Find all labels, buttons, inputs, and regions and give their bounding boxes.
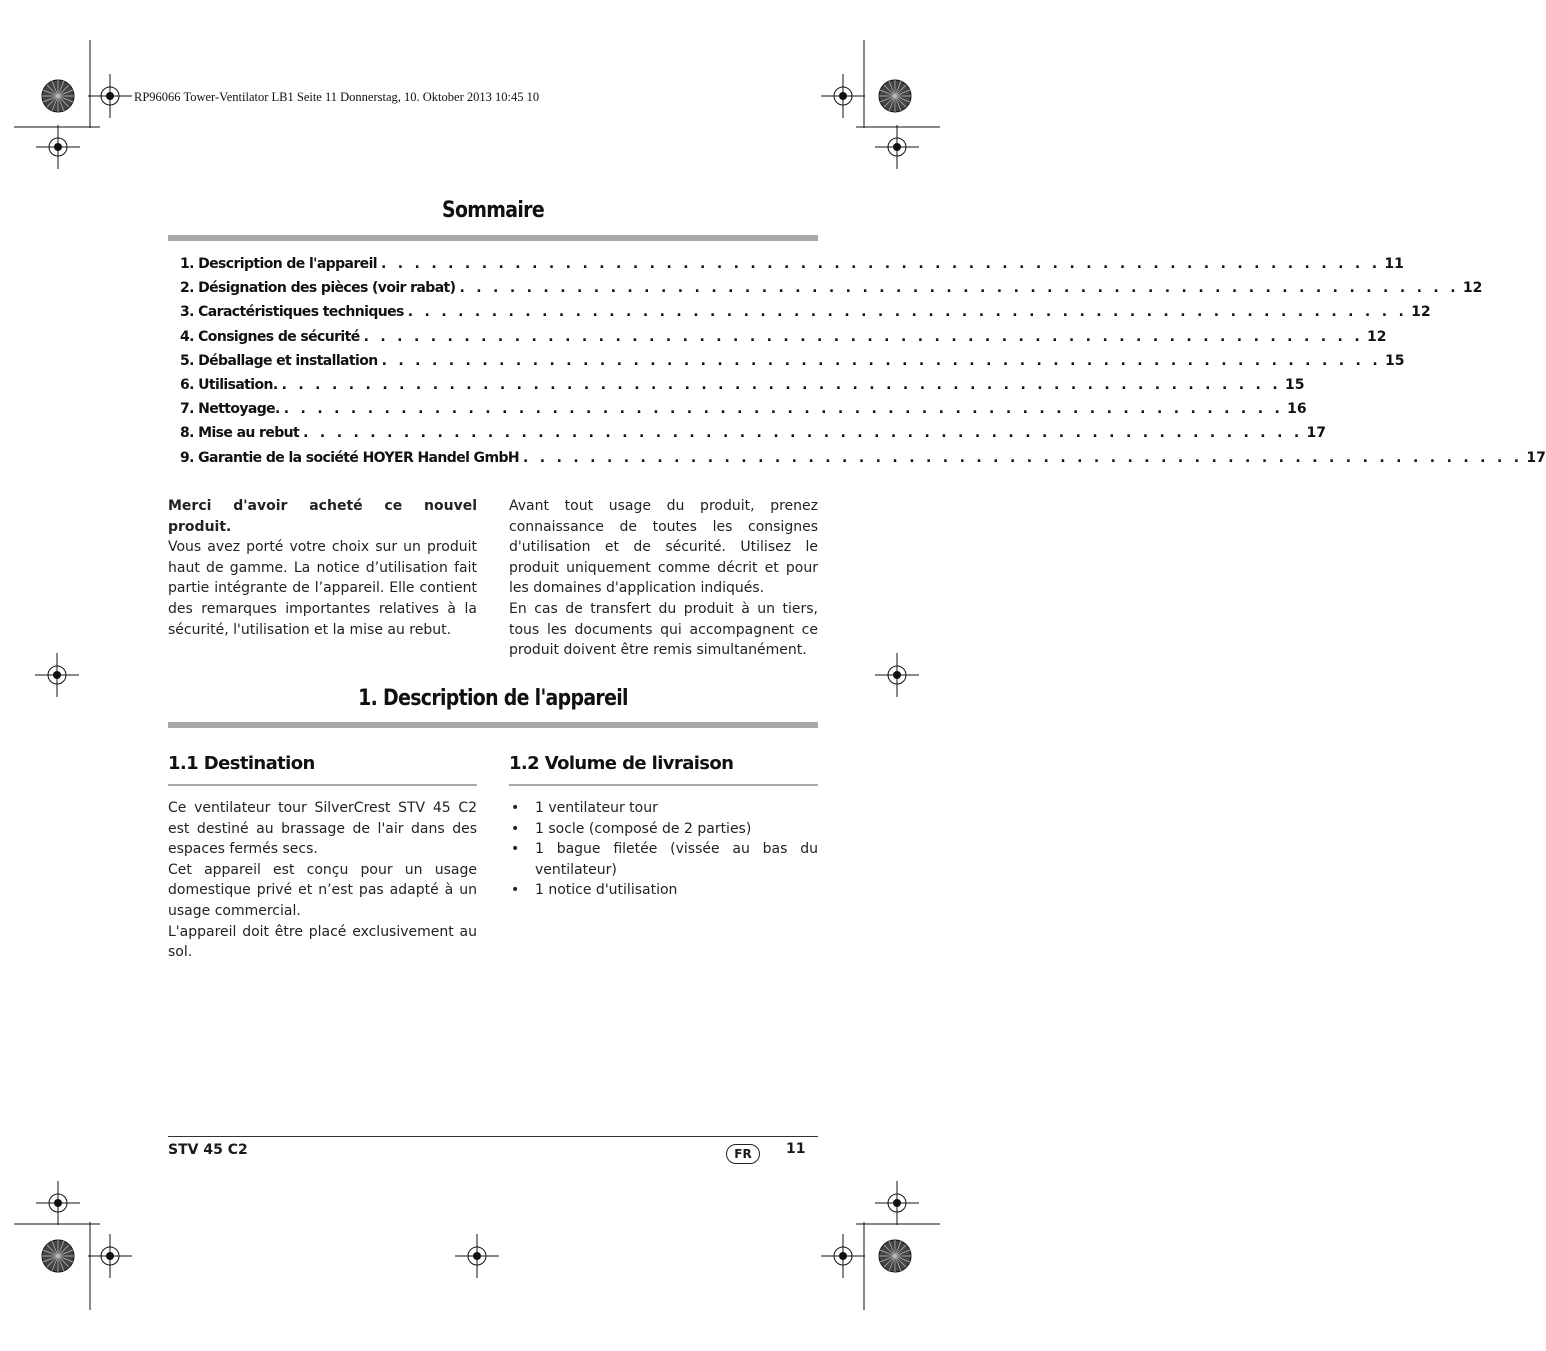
intro-paragraph: En cas de transfert du produit à un tiers, tous les documents qui accompagnent ce produit doivent être remis simultanément. [509, 600, 818, 659]
intro-paragraph: Vous avez porté votre choix sur un produit haut de gamme. La notice d’utilisation fait partie intégrante de l’appareil. Elle contient des remarques importantes relatives à la sécurité, l'utilisation et la mise au rebut. [168, 539, 477, 638]
print-slug-header: RP96066 Tower-Ventilator LB1 Seite 11 Donnerstag, 10. Oktober 2013 10:45 10 [134, 90, 540, 104]
toc-entry[interactable] [180, 449, 1546, 474]
destination-paragraph: Ce ventilateur tour SilverCrest STV 45 C2 est destiné au brassage de l'air dans des espaces fermés secs. [168, 800, 477, 858]
toc-entry-page: 11 [1384, 256, 1404, 272]
list-item: • 1 socle (composé de 2 parties) [509, 819, 818, 840]
footer-model: STV 45 C2 [168, 1142, 248, 1158]
volume-heading-rule [509, 784, 818, 786]
volume-heading: 1.2 Volume de livraison [509, 753, 734, 774]
list-item: • 1 ventilateur tour [509, 798, 818, 819]
list-item: • 1 bague filetée (vissée au bas du ventilateur) [509, 839, 818, 880]
toc-entry-page: 15 [1384, 352, 1405, 369]
toc-leader-dots: . . . . . . . . . . . . . . . . . . . . . . . . . . . . . . . . . . . . . . . . . . . . . . . . . . . . . . . . . . . . [522, 449, 1523, 466]
toc-entry-page: 15 [1284, 376, 1305, 393]
section-title-rule [168, 722, 818, 728]
list-item: • 1 notice d'utilisation [509, 880, 818, 901]
toc-entry[interactable] [180, 425, 1326, 449]
toc-leader-dots: . . . . . . . . . . . . . . . . . . . . . . . . . . . . . . . . . . . . . . . . . . . . . . . . . . . . . . . . . . . . [363, 328, 1363, 345]
toc-entry-page: 16 [1287, 401, 1307, 418]
page-number: 11 [786, 1141, 806, 1157]
toc-entry[interactable] [180, 401, 1307, 425]
intro-right-column [509, 496, 818, 661]
toc-leader-dots: . . . . . . . . . . . . . . . . . . . . . . . . . . . . . . . . . . . . . . . . . . . . . . . . . . . . . . . . . . . . [459, 280, 1459, 297]
toc-entry-page: 12 [1366, 328, 1387, 345]
toc-entry[interactable] [180, 304, 1431, 328]
toc-entry-label: 2. Désignation des pièces (voir rabat) [180, 280, 456, 297]
delivery-contents-list [509, 798, 818, 901]
toc-entry-label: 3. Caractéristiques techniques [180, 304, 404, 321]
toc-leader-dots: . . . . . . . . . . . . . . . . . . . . . . . . . . . . . . . . . . . . . . . . . . . . . . . . . . . . . . . . . . . . [281, 376, 1281, 393]
toc-entry-page: 17 [1526, 449, 1546, 466]
toc-title: Sommaire [442, 198, 544, 223]
destination-paragraph: Cet appareil est conçu pour un usage domestique privé et n’est pas adapté à un usage commercial. [168, 861, 477, 919]
intro-paragraph: Avant tout usage du produit, prenez connaissance de toutes les consignes d'utilisation et de sécurité. Utilisez le produit uniquement comme décrit et pour les domaines d'application indiqués. [509, 498, 818, 597]
destination-paragraph: L'appareil doit être placé exclusivement au sol. [168, 923, 477, 961]
toc-entry[interactable] [180, 376, 1305, 401]
toc-leader-dots: . . . . . . . . . . . . . . . . . . . . . . . . . . . . . . . . . . . . . . . . . . . . . . . . . . . . . . . . . . . . [407, 304, 1408, 321]
toc-entry-label: 5. Déballage et installation [180, 352, 378, 369]
toc-entry-page: 12 [1411, 304, 1431, 321]
toc-entry-page: 12 [1462, 280, 1483, 297]
toc-leader-dots: . . . . . . . . . . . . . . . . . . . . . . . . . . . . . . . . . . . . . . . . . . . . . . . . . . . . . . . . . . . . [381, 352, 1381, 369]
language-badge: FR [726, 1144, 760, 1164]
toc-leader-dots: . . . . . . . . . . . . . . . . . . . . . . . . . . . . . . . . . . . . . . . . . . . . . . . . . . . . . . . . . . . . [380, 256, 1381, 272]
table-of-contents [180, 256, 1546, 474]
toc-entry-label: 4. Consignes de sécurité [180, 328, 360, 345]
destination-heading-rule [168, 784, 477, 786]
destination-column [168, 798, 477, 963]
toc-entry[interactable] [180, 352, 1405, 377]
toc-entry-label: 8. Mise au rebut [180, 425, 300, 442]
destination-heading: 1.1 Destination [168, 753, 315, 774]
toc-leader-dots: . . . . . . . . . . . . . . . . . . . . . . . . . . . . . . . . . . . . . . . . . . . . . . . . . . . . . . . . . . . . [303, 425, 1303, 442]
toc-leader-dots: . . . . . . . . . . . . . . . . . . . . . . . . . . . . . . . . . . . . . . . . . . . . . . . . . . . . . . . . . . . . [283, 401, 1284, 418]
toc-entry-label: 1. Description de l'appareil [180, 256, 377, 272]
volume-column [509, 798, 818, 901]
toc-entry[interactable] [180, 256, 1404, 280]
toc-entry[interactable] [180, 328, 1387, 353]
intro-left-column [168, 496, 477, 640]
section-title: 1. Description de l'appareil [358, 686, 628, 711]
toc-title-rule [168, 235, 818, 241]
toc-entry-label: 7. Nettoyage. [180, 401, 280, 418]
toc-entry-label: 6. Utilisation. [180, 376, 278, 393]
toc-entry[interactable] [180, 280, 1483, 304]
toc-entry-page: 17 [1306, 425, 1326, 442]
intro-heading: Merci d'avoir acheté ce nouvel produit. [168, 498, 477, 535]
toc-entry-label: 9. Garantie de la société HOYER Handel GmbH [180, 449, 519, 466]
footer-rule [168, 1136, 818, 1137]
